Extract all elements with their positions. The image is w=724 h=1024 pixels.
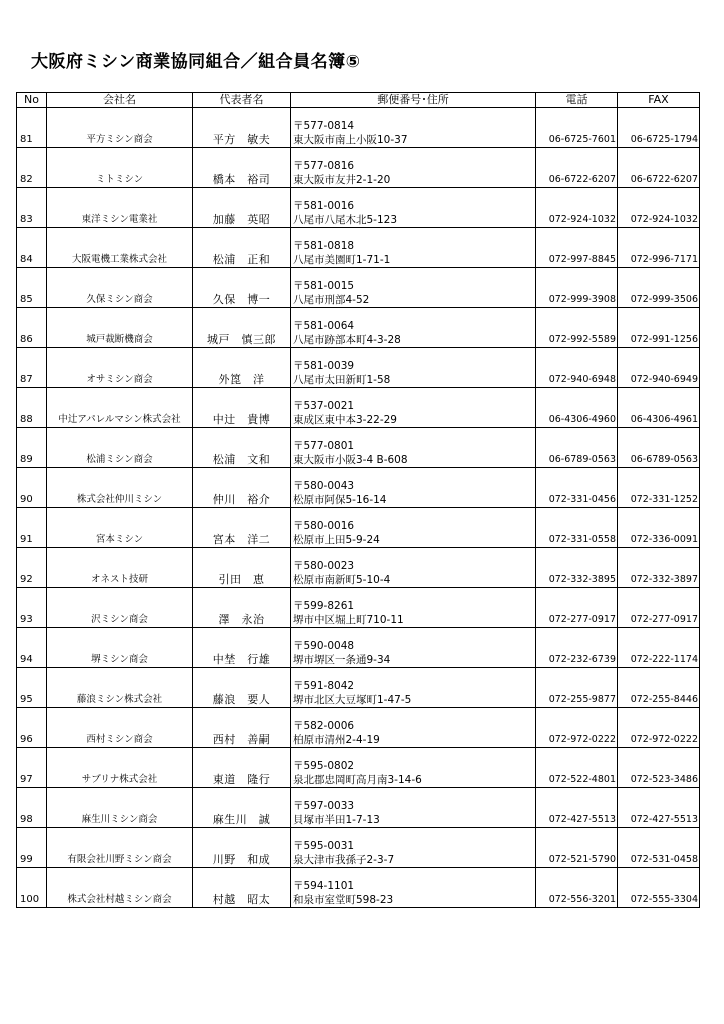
postal-code: 〒590-0048 <box>293 640 355 652</box>
fax-number: 072-999-3506 <box>618 268 700 308</box>
fax-number: 072-972-0222 <box>618 708 700 748</box>
member-table <box>16 92 700 908</box>
address-cell <box>291 708 536 748</box>
company-name: 松浦ミシン商会 <box>47 428 193 468</box>
representative-name: 東道 隆行 <box>193 748 291 788</box>
member-number: 99 <box>17 828 47 868</box>
table-row <box>17 828 700 868</box>
table-row <box>17 228 700 268</box>
representative-name: 中辻 貴博 <box>193 388 291 428</box>
fax-number: 072-332-3897 <box>618 548 700 588</box>
phone-number: 072-232-6739 <box>536 628 618 668</box>
street-address: 東大阪市友井2-1-20 <box>293 174 391 186</box>
phone-number: 072-331-0456 <box>536 468 618 508</box>
fax-number: 072-331-1252 <box>618 468 700 508</box>
member-number: 85 <box>17 268 47 308</box>
phone-number: 072-556-3201 <box>536 868 618 908</box>
street-address: 八尾市刑部4-52 <box>293 294 370 306</box>
table-row <box>17 588 700 628</box>
member-number: 87 <box>17 348 47 388</box>
company-name: 城戸裁断機商会 <box>47 308 193 348</box>
company-name: 西村ミシン商会 <box>47 708 193 748</box>
company-name: 平方ミシン商会 <box>47 108 193 148</box>
company-name: 麻生川ミシン商会 <box>47 788 193 828</box>
postal-code: 〒591-8042 <box>293 680 355 692</box>
member-number: 94 <box>17 628 47 668</box>
street-address: 松原市阿保5-16-14 <box>293 494 387 506</box>
fax-number: 072-427-5513 <box>618 788 700 828</box>
postal-code: 〒580-0043 <box>293 480 355 492</box>
street-address: 八尾市太田新町1-58 <box>293 374 391 386</box>
postal-code: 〒577-0801 <box>293 440 355 452</box>
company-name: サブリナ株式会社 <box>47 748 193 788</box>
postal-code: 〒577-0814 <box>293 120 355 132</box>
table-row <box>17 108 700 148</box>
representative-name: 橋本 裕司 <box>193 148 291 188</box>
table-row <box>17 668 700 708</box>
representative-name: 加藤 英昭 <box>193 188 291 228</box>
representative-name: 松浦 正和 <box>193 228 291 268</box>
header-no: No <box>17 93 47 108</box>
phone-number: 072-521-5790 <box>536 828 618 868</box>
member-number: 97 <box>17 748 47 788</box>
street-address: 堺市北区大豆塚町1-47-5 <box>293 694 412 706</box>
street-address: 柏原市清州2-4-19 <box>293 734 380 746</box>
fax-number: 072-940-6949 <box>618 348 700 388</box>
street-address: 泉北郡忠岡町高月南3-14-6 <box>293 774 422 786</box>
member-number: 93 <box>17 588 47 628</box>
fax-number: 072-336-0091 <box>618 508 700 548</box>
postal-code: 〒594-1101 <box>293 880 355 892</box>
street-address: 八尾市跡部本町4-3-28 <box>293 334 401 346</box>
company-name: ミトミシン <box>47 148 193 188</box>
address-cell <box>291 468 536 508</box>
member-number: 91 <box>17 508 47 548</box>
address-cell <box>291 828 536 868</box>
company-name: オサミシン商会 <box>47 348 193 388</box>
address-cell <box>291 668 536 708</box>
table-row <box>17 388 700 428</box>
representative-name: 城戸 慎三郎 <box>193 308 291 348</box>
table-row <box>17 868 700 908</box>
representative-name: 藤浪 要人 <box>193 668 291 708</box>
representative-name: 引田 恵 <box>193 548 291 588</box>
address-cell <box>291 108 536 148</box>
member-number: 84 <box>17 228 47 268</box>
company-name: 有限会社川野ミシン商会 <box>47 828 193 868</box>
member-number: 82 <box>17 148 47 188</box>
street-address: 堺市堺区一条通9-34 <box>293 654 391 666</box>
table-row <box>17 628 700 668</box>
address-cell <box>291 868 536 908</box>
address-cell <box>291 548 536 588</box>
representative-name: 平方 敏夫 <box>193 108 291 148</box>
postal-code: 〒595-0031 <box>293 840 355 852</box>
phone-number: 072-331-0558 <box>536 508 618 548</box>
address-cell <box>291 748 536 788</box>
phone-number: 072-277-0917 <box>536 588 618 628</box>
member-number: 95 <box>17 668 47 708</box>
fax-number: 06-6725-1794 <box>618 108 700 148</box>
street-address: 八尾市八尾木北5-123 <box>293 214 398 226</box>
member-number: 96 <box>17 708 47 748</box>
table-row <box>17 748 700 788</box>
street-address: 八尾市美園町1-71-1 <box>293 254 391 266</box>
phone-number: 072-255-9877 <box>536 668 618 708</box>
phone-number: 072-972-0222 <box>536 708 618 748</box>
phone-number: 072-332-3895 <box>536 548 618 588</box>
phone-number: 072-992-5589 <box>536 308 618 348</box>
company-name: 中辻アパレルマシン株式会社 <box>47 388 193 428</box>
representative-name: 西村 善嗣 <box>193 708 291 748</box>
page-title: 大阪府ミシン商業協同組合／組合員名簿⑤ <box>31 52 361 72</box>
table-row <box>17 188 700 228</box>
address-cell <box>291 588 536 628</box>
header-row <box>17 93 700 108</box>
fax-number: 072-222-1174 <box>618 628 700 668</box>
company-name: 久保ミシン商会 <box>47 268 193 308</box>
phone-number: 072-940-6948 <box>536 348 618 388</box>
representative-name: 村越 昭太 <box>193 868 291 908</box>
header-fax: FAX <box>618 93 700 108</box>
postal-code: 〒577-0816 <box>293 160 355 172</box>
fax-number: 072-523-3486 <box>618 748 700 788</box>
postal-code: 〒580-0016 <box>293 520 355 532</box>
representative-name: 澤 永治 <box>193 588 291 628</box>
header-representative: 代表者名 <box>193 93 291 108</box>
company-name: 株式会社仲川ミシン <box>47 468 193 508</box>
address-cell <box>291 308 536 348</box>
representative-name: 宮本 洋二 <box>193 508 291 548</box>
street-address: 松原市上田5-9-24 <box>293 534 380 546</box>
postal-code: 〒582-0006 <box>293 720 355 732</box>
postal-code: 〒581-0016 <box>293 200 355 212</box>
street-address: 東成区東中本3-22-29 <box>293 414 397 426</box>
table-row <box>17 788 700 828</box>
phone-number: 06-4306-4960 <box>536 388 618 428</box>
fax-number: 06-4306-4961 <box>618 388 700 428</box>
company-name: 大阪電機工業株式会社 <box>47 228 193 268</box>
company-name: 藤浪ミシン株式会社 <box>47 668 193 708</box>
postal-code: 〒537-0021 <box>293 400 355 412</box>
table-row <box>17 428 700 468</box>
member-number: 88 <box>17 388 47 428</box>
member-number: 98 <box>17 788 47 828</box>
fax-number: 072-277-0917 <box>618 588 700 628</box>
address-cell <box>291 228 536 268</box>
table-row <box>17 708 700 748</box>
fax-number: 06-6789-0563 <box>618 428 700 468</box>
street-address: 東大阪市小阪3-4 B-608 <box>293 454 408 466</box>
phone-number: 06-6789-0563 <box>536 428 618 468</box>
company-name: 堺ミシン商会 <box>47 628 193 668</box>
member-number: 83 <box>17 188 47 228</box>
table-row <box>17 468 700 508</box>
phone-number: 06-6722-6207 <box>536 148 618 188</box>
postal-code: 〒580-0023 <box>293 560 355 572</box>
phone-number: 072-924-1032 <box>536 188 618 228</box>
fax-number: 072-255-8446 <box>618 668 700 708</box>
member-number: 100 <box>17 868 47 908</box>
representative-name: 仲川 裕介 <box>193 468 291 508</box>
postal-code: 〒595-0802 <box>293 760 355 772</box>
company-name: 東洋ミシン電業社 <box>47 188 193 228</box>
address-cell <box>291 188 536 228</box>
company-name: オネスト技研 <box>47 548 193 588</box>
street-address: 堺市中区堀上町710-11 <box>293 614 404 626</box>
address-cell <box>291 348 536 388</box>
postal-code: 〒581-0064 <box>293 320 355 332</box>
postal-code: 〒581-0818 <box>293 240 355 252</box>
member-number: 90 <box>17 468 47 508</box>
representative-name: 中埜 行雄 <box>193 628 291 668</box>
street-address: 東大阪市南上小阪10-37 <box>293 134 408 146</box>
table-row <box>17 308 700 348</box>
representative-name: 外箆 洋 <box>193 348 291 388</box>
member-number: 81 <box>17 108 47 148</box>
postal-code: 〒581-0039 <box>293 360 355 372</box>
postal-code: 〒581-0015 <box>293 280 355 292</box>
table-row <box>17 508 700 548</box>
phone-number: 072-997-8845 <box>536 228 618 268</box>
representative-name: 松浦 文和 <box>193 428 291 468</box>
table-row <box>17 148 700 188</box>
company-name: 株式会社村越ミシン商会 <box>47 868 193 908</box>
address-cell <box>291 268 536 308</box>
member-number: 86 <box>17 308 47 348</box>
street-address: 泉大津市我孫子2-3-7 <box>293 854 395 866</box>
postal-code: 〒597-0033 <box>293 800 355 812</box>
address-cell <box>291 508 536 548</box>
table-row <box>17 348 700 388</box>
fax-number: 06-6722-6207 <box>618 148 700 188</box>
fax-number: 072-924-1032 <box>618 188 700 228</box>
table-row <box>17 548 700 588</box>
phone-number: 072-522-4801 <box>536 748 618 788</box>
fax-number: 072-996-7171 <box>618 228 700 268</box>
phone-number: 072-427-5513 <box>536 788 618 828</box>
representative-name: 麻生川 誠 <box>193 788 291 828</box>
address-cell <box>291 788 536 828</box>
postal-code: 〒599-8261 <box>293 600 355 612</box>
street-address: 和泉市室堂町598-23 <box>293 894 394 906</box>
fax-number: 072-531-0458 <box>618 828 700 868</box>
phone-number: 06-6725-7601 <box>536 108 618 148</box>
representative-name: 久保 博一 <box>193 268 291 308</box>
address-cell <box>291 428 536 468</box>
address-cell <box>291 388 536 428</box>
company-name: 沢ミシン商会 <box>47 588 193 628</box>
table-row <box>17 268 700 308</box>
fax-number: 072-555-3304 <box>618 868 700 908</box>
member-number: 92 <box>17 548 47 588</box>
fax-number: 072-991-1256 <box>618 308 700 348</box>
representative-name: 川野 和成 <box>193 828 291 868</box>
company-name: 宮本ミシン <box>47 508 193 548</box>
street-address: 松原市南新町5-10-4 <box>293 574 391 586</box>
address-cell <box>291 148 536 188</box>
header-address: 郵便番号･住所 <box>291 93 536 108</box>
member-number: 89 <box>17 428 47 468</box>
phone-number: 072-999-3908 <box>536 268 618 308</box>
header-tel: 電話 <box>536 93 618 108</box>
address-cell <box>291 628 536 668</box>
street-address: 貝塚市半田1-7-13 <box>293 814 380 826</box>
header-company: 会社名 <box>47 93 193 108</box>
